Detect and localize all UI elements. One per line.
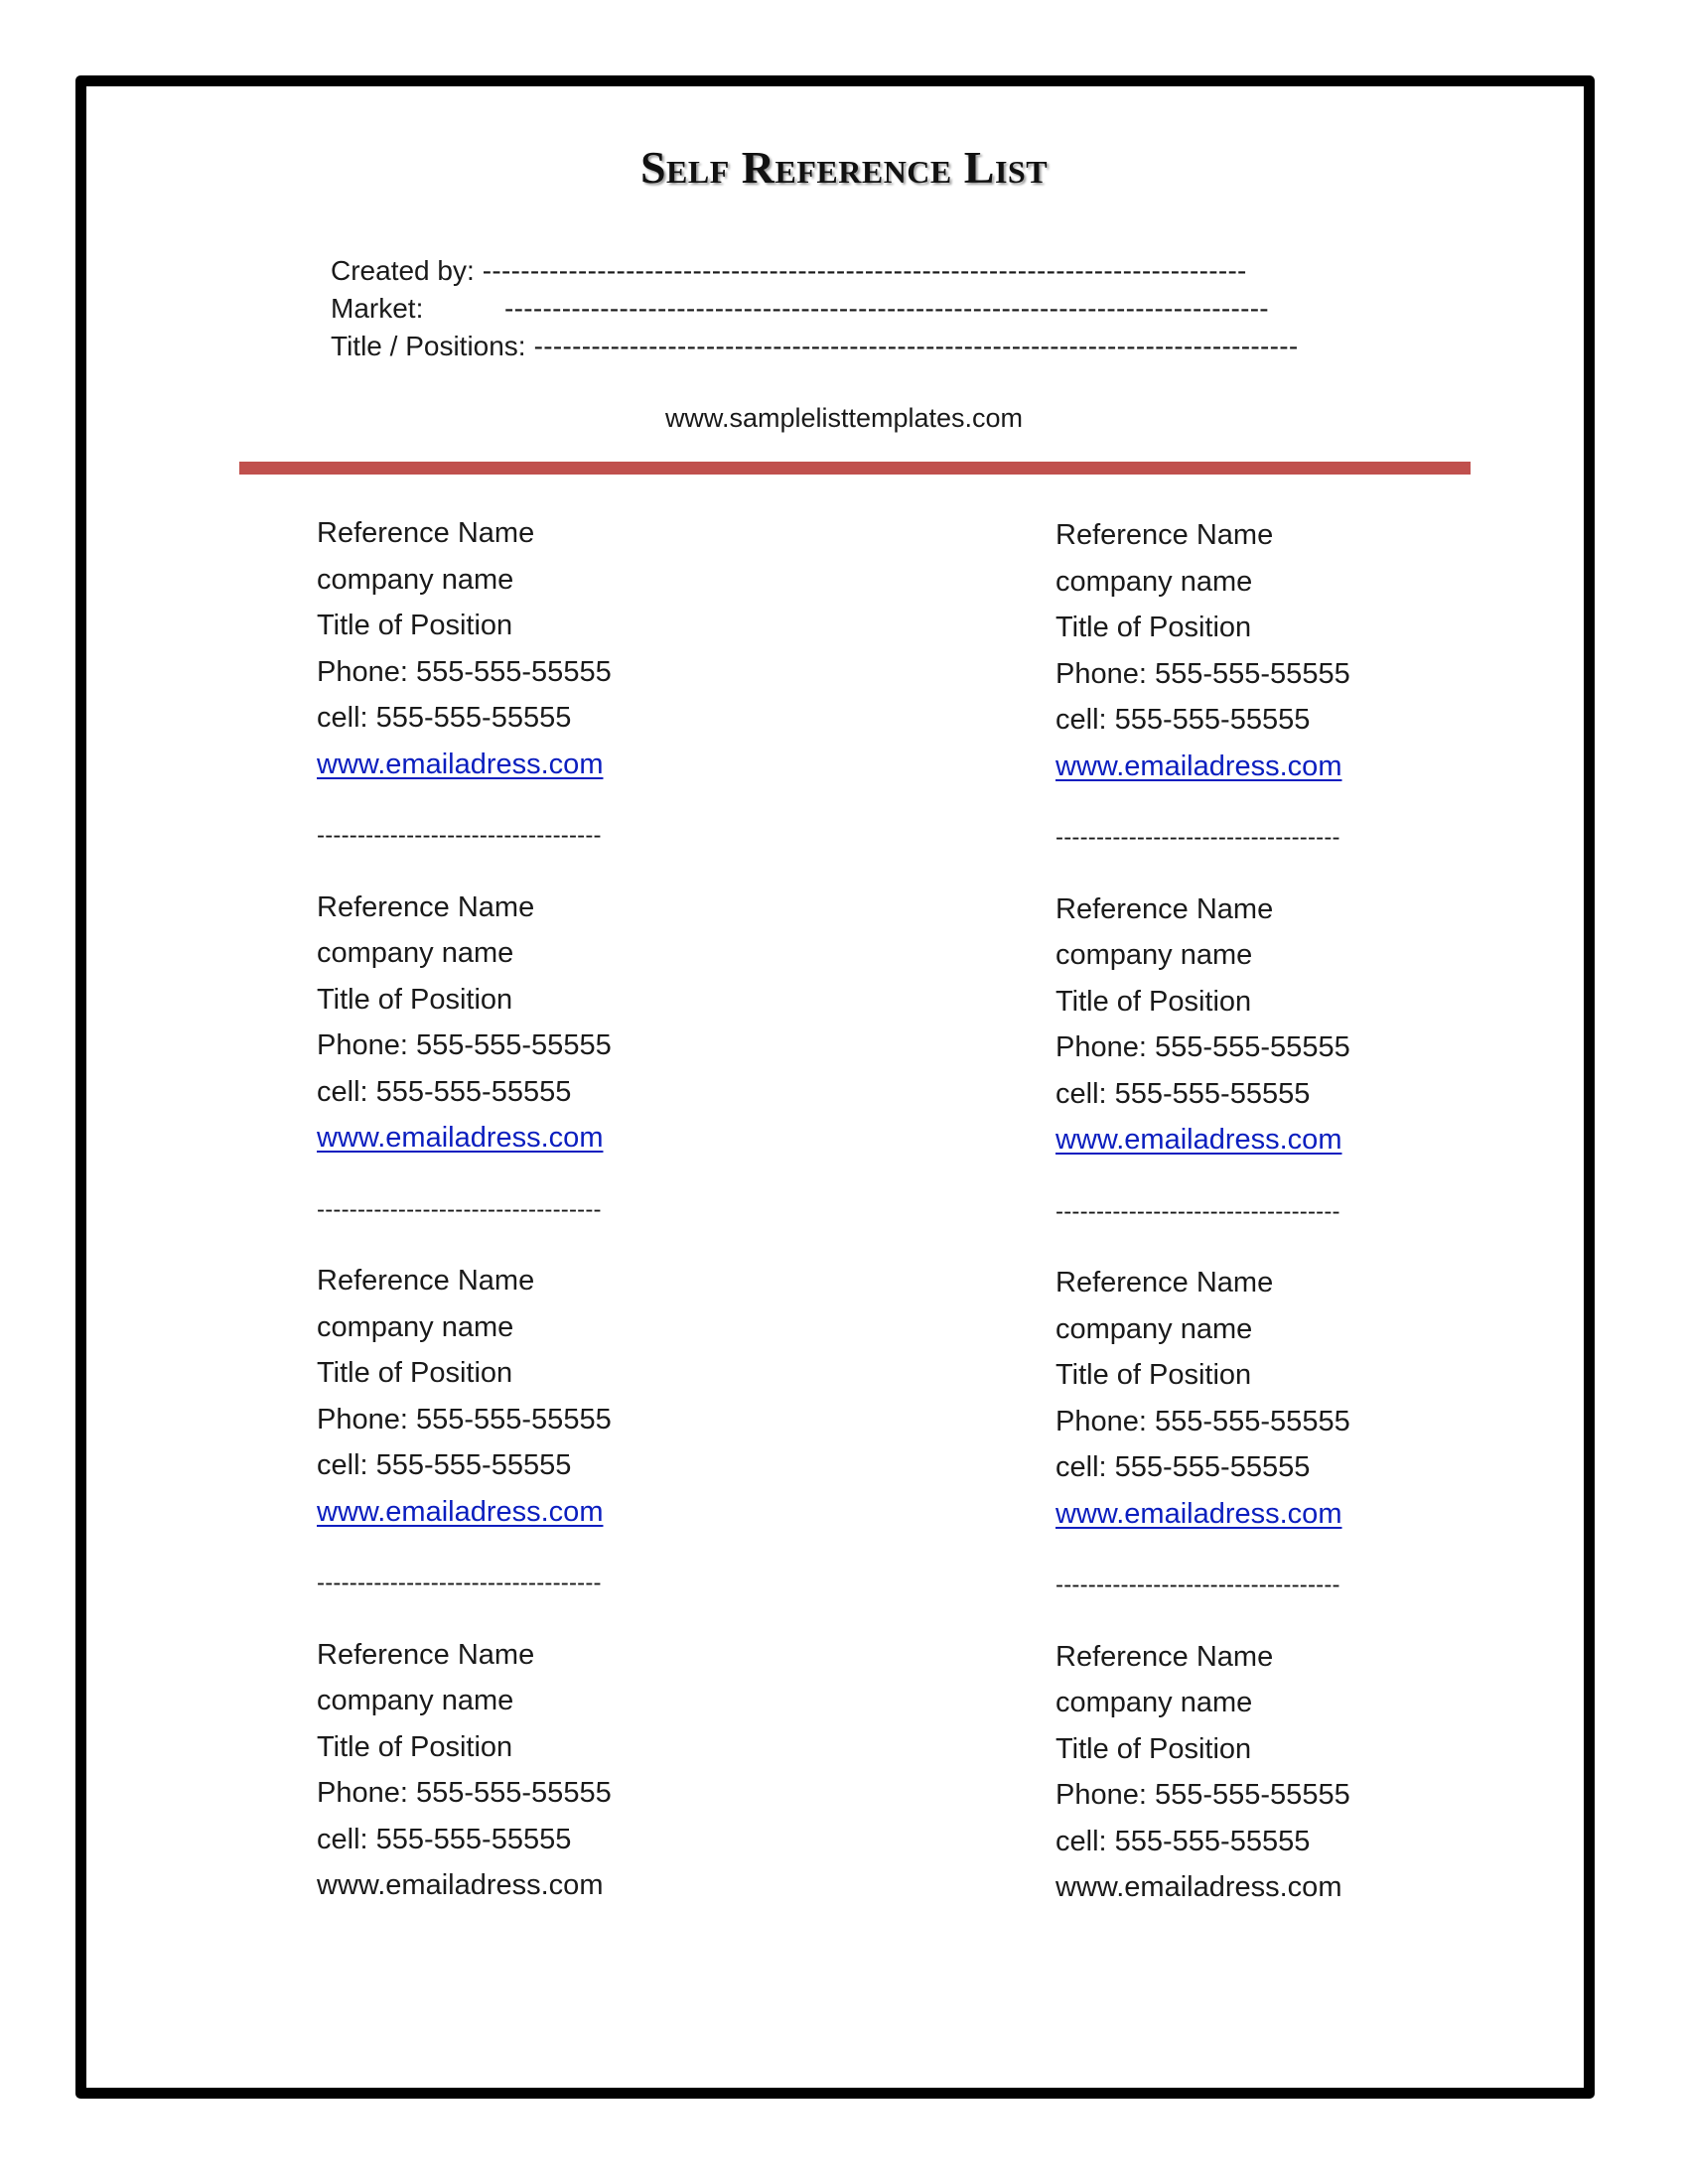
reference-name: Reference Name (1055, 1640, 1274, 1673)
entry-separator: ----------------------------------- (317, 1570, 602, 1596)
title-positions-blank: -------------------------------------------------------------------------------- (533, 331, 1299, 361)
reference-entry (317, 510, 913, 787)
phone-number: Phone: 555-555-55555 (317, 1777, 612, 1809)
entry-separator: ----------------------------------- (317, 1195, 602, 1223)
position-title: Title of Position (317, 1357, 513, 1389)
reference-entry (1055, 512, 1651, 789)
company-name: company name (317, 937, 514, 969)
reference-entry (317, 1258, 913, 1535)
reference-entry (1055, 887, 1651, 1163)
market-blank: -------------------------------------------------------------------------------- (504, 293, 1269, 324)
title-positions-field (331, 328, 1299, 365)
left-reference-column (317, 510, 913, 1909)
company-name: company name (317, 1310, 514, 1343)
cell-number: cell: 555-555-55555 (317, 702, 572, 734)
position-title: Title of Position (1055, 1732, 1252, 1765)
phone-number: Phone: 555-555-55555 (1055, 1779, 1350, 1811)
position-title: Title of Position (1055, 612, 1252, 643)
entry-separator: ----------------------------------- (317, 822, 602, 849)
email-link[interactable]: www.emailadress.com (1055, 1124, 1342, 1156)
entry-separator: ----------------------------------- (1055, 1197, 1340, 1225)
market-field (331, 290, 1299, 328)
cell-number: cell: 555-555-55555 (317, 1823, 572, 1855)
reference-entry (1055, 1634, 1651, 1911)
company-name: company name (1055, 939, 1253, 971)
entry-separator: ----------------------------------- (1055, 824, 1340, 851)
cell-number: cell: 555-555-55555 (317, 1075, 572, 1108)
reference-entry (1055, 1260, 1651, 1537)
email-link[interactable]: www.emailadress.com (317, 1495, 604, 1528)
email-link[interactable]: www.emailadress.com (317, 1122, 604, 1154)
position-title: Title of Position (1055, 1359, 1252, 1391)
reference-entry (317, 885, 913, 1161)
company-name: company name (1055, 1687, 1253, 1718)
email-text: www.emailadress.com (1055, 1871, 1342, 1903)
reference-name: Reference Name (1055, 892, 1274, 925)
position-title: Title of Position (317, 610, 513, 641)
phone-number: Phone: 555-555-55555 (1055, 657, 1350, 690)
phone-number: Phone: 555-555-55555 (317, 1403, 612, 1435)
cell-number: cell: 555-555-55555 (1055, 704, 1311, 736)
entry-separator: ----------------------------------- (1055, 1571, 1340, 1598)
company-name: company name (1055, 565, 1253, 598)
created-by-label: Created by: (331, 255, 475, 286)
phone-number: Phone: 555-555-55555 (1055, 1405, 1350, 1437)
document-title: Self Reference List (639, 142, 1049, 193)
email-link[interactable]: www.emailadress.com (317, 748, 604, 780)
right-reference-column (1055, 512, 1651, 1911)
divider-rule (239, 462, 1471, 475)
reference-name: Reference Name (317, 1638, 535, 1671)
reference-name: Reference Name (1055, 1267, 1274, 1298)
reference-name: Reference Name (317, 1265, 535, 1297)
position-title: Title of Position (317, 1730, 513, 1763)
cell-number: cell: 555-555-55555 (1055, 1077, 1311, 1110)
created-by-blank: -------------------------------------------------------------------------------- (482, 255, 1247, 286)
reference-name: Reference Name (317, 890, 535, 923)
position-title: Title of Position (317, 983, 513, 1016)
cell-number: cell: 555-555-55555 (1055, 1451, 1311, 1483)
email-link[interactable]: www.emailadress.com (1055, 1497, 1342, 1530)
email-text: www.emailadress.com (317, 1869, 604, 1901)
cell-number: cell: 555-555-55555 (1055, 1825, 1311, 1857)
market-label: Market: (331, 293, 424, 324)
created-by-field (331, 252, 1299, 290)
phone-number: Phone: 555-555-55555 (317, 1029, 612, 1061)
reference-entry (317, 1632, 913, 1909)
header-fields (331, 252, 1299, 365)
cell-number: cell: 555-555-55555 (317, 1449, 572, 1481)
email-link[interactable]: www.emailadress.com (1055, 750, 1342, 782)
company-name: company name (317, 1685, 514, 1716)
reference-name: Reference Name (1055, 519, 1274, 551)
position-title: Title of Position (1055, 985, 1252, 1018)
phone-number: Phone: 555-555-55555 (317, 655, 612, 688)
site-url: www.samplelisttemplates.com (664, 403, 1024, 433)
phone-number: Phone: 555-555-55555 (1055, 1031, 1350, 1063)
company-name: company name (317, 563, 514, 596)
company-name: company name (1055, 1312, 1253, 1345)
title-positions-label: Title / Positions: (331, 331, 526, 361)
reference-name: Reference Name (317, 517, 535, 549)
